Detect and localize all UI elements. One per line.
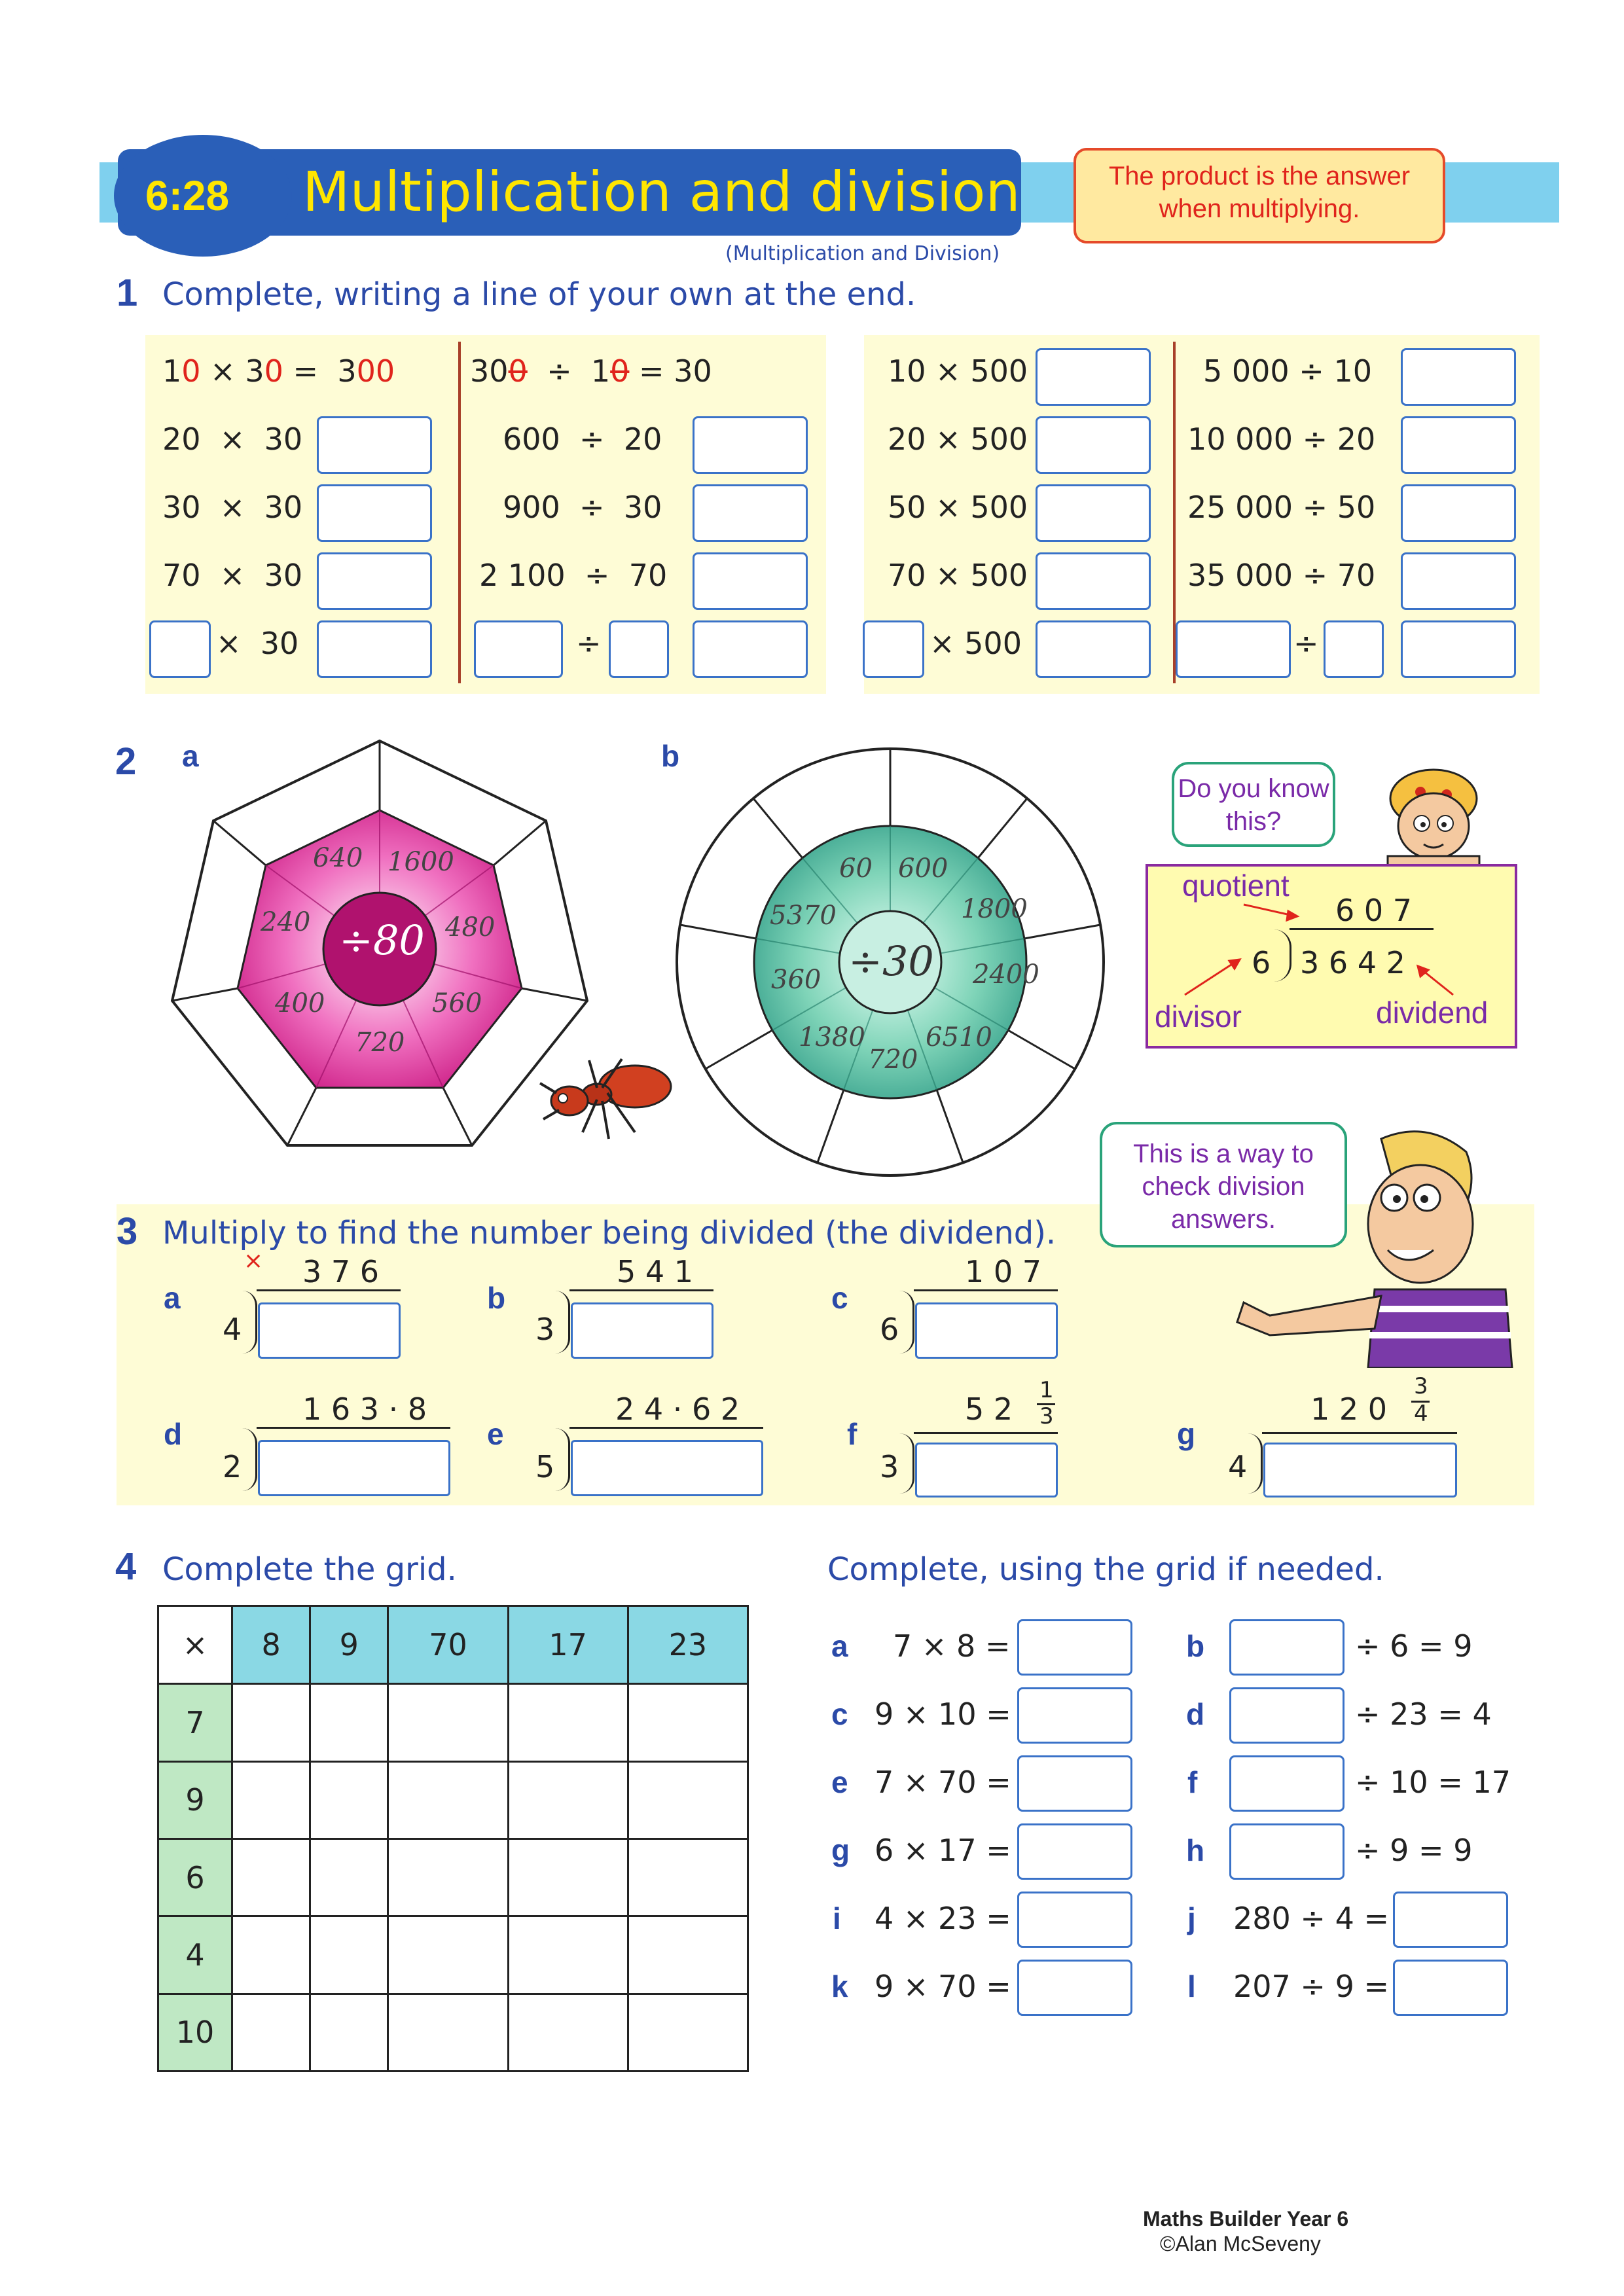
q3-b-letter: b [487, 1281, 506, 1315]
q2b-value-4: 2400 [973, 960, 1039, 990]
q3-c-letter: c [831, 1281, 848, 1315]
q2a-center: ÷80 [339, 916, 425, 964]
answer-box-4k[interactable] [1017, 1960, 1132, 2016]
grid-cell[interactable] [628, 1761, 748, 1839]
example-multiplication: 10 × 30 = 300 [162, 353, 395, 389]
q2b-value-9: 5370 [770, 901, 837, 931]
q3-g-bracket [1248, 1433, 1263, 1494]
answer-box-1a-3[interactable] [317, 484, 432, 542]
answer-box-4g[interactable] [1017, 1823, 1132, 1880]
q2b-value-8: 360 [771, 965, 821, 995]
q2a-value-2: 1600 [388, 847, 454, 877]
answer-box-1a-5[interactable] [317, 620, 432, 678]
q2a-value-5: 720 [355, 1028, 405, 1058]
grid-cell[interactable] [388, 1839, 508, 1916]
q3-c-bracket [899, 1291, 914, 1354]
grid-row-header: 7 [158, 1684, 232, 1761]
q4-k-equation: 9 × 70 = [875, 1969, 1011, 2004]
q3-b-divisor: 3 [535, 1312, 555, 1347]
dividend-value: 3 6 4 2 [1300, 945, 1405, 980]
page-title: Multiplication and division [302, 160, 1020, 224]
q1-col-c-row5: × 500 [929, 626, 1022, 661]
q3-f-bar [914, 1432, 1058, 1434]
q3-d-quotient: 1 6 3 · 8 [302, 1391, 427, 1427]
q1-col-a-row5: × 30 [216, 626, 299, 661]
q3-b-bar [569, 1289, 713, 1291]
q3-a-mark: × [244, 1247, 264, 1274]
q3-d-bracket [242, 1428, 257, 1491]
answer-box-1d-own-dividend[interactable] [1176, 620, 1291, 678]
question-4-number: 4 [115, 1545, 137, 1588]
q2-a-label: a [182, 739, 199, 773]
q1-col-b-row2: 600 ÷ 20 [503, 422, 662, 457]
answer-box-1c-own[interactable] [863, 620, 924, 678]
answer-box-3c[interactable] [915, 1302, 1058, 1359]
q1-col-c-row4: 70 × 500 [888, 558, 1028, 593]
quotient-label: quotient [1182, 869, 1290, 903]
do-you-know-bubble [1172, 762, 1335, 847]
question-2-number: 2 [115, 740, 137, 783]
q3-e-letter: e [487, 1417, 504, 1451]
q4-a-letter: a [831, 1629, 848, 1663]
q4-b-letter: b [1186, 1629, 1205, 1663]
grid-cell[interactable] [508, 1761, 628, 1839]
q1-col-d-own-sign: ÷ [1293, 626, 1319, 661]
question-1-number: 1 [117, 272, 138, 314]
answer-box-4i[interactable] [1017, 1892, 1132, 1948]
q4-j-letter: j [1187, 1901, 1196, 1935]
q3-f-fraction-den: 3 [1039, 1403, 1054, 1429]
grid-cell[interactable] [508, 1916, 628, 1994]
ant-illustration [537, 1047, 681, 1145]
answer-box-3e[interactable] [571, 1440, 763, 1496]
q1-col-a-row3: 30 × 30 [162, 490, 303, 525]
q1-col-c-row2: 20 × 500 [888, 422, 1028, 457]
divisor-label: divisor [1155, 999, 1242, 1033]
q1-col-d-row4: 35 000 ÷ 70 [1187, 558, 1376, 593]
q4-l-equation: 207 ÷ 9 = [1233, 1969, 1390, 2004]
answer-box-3g[interactable] [1263, 1443, 1457, 1498]
answer-box-4j[interactable] [1393, 1892, 1508, 1948]
answer-box-1a-own[interactable] [149, 620, 211, 678]
q2a-value-3: 480 [445, 912, 496, 942]
grid-col-header: 9 [310, 1606, 388, 1684]
pirate-kid-illustration [1362, 746, 1506, 870]
q3-g-fraction-num: 3 [1414, 1373, 1428, 1399]
answer-box-4f[interactable] [1229, 1755, 1344, 1812]
answer-box-1d-2[interactable] [1401, 416, 1516, 474]
q3-d-bar [257, 1427, 450, 1429]
q3-g-bar [1262, 1432, 1457, 1434]
q4-k-letter: k [831, 1969, 848, 2003]
q4-h-letter: h [1186, 1833, 1205, 1867]
answer-box-1b-3[interactable] [693, 484, 808, 542]
do-you-know-text: Do you know this? [1178, 774, 1329, 836]
q2a-value-4: 560 [432, 988, 482, 1018]
answer-box-3a[interactable] [258, 1302, 401, 1359]
tip-text: The product is the answer when multiplying. [1108, 162, 1411, 223]
grid-row-header: 9 [158, 1761, 232, 1839]
q4-c-letter: c [831, 1697, 848, 1731]
grid-col-header: 17 [508, 1606, 628, 1684]
question-4-instruction-2: Complete, using the grid if needed. [827, 1551, 1384, 1588]
grid-cell[interactable] [508, 1994, 628, 2071]
grid-cell[interactable] [310, 1916, 388, 1994]
grid-cell[interactable] [388, 1994, 508, 2071]
answer-box-1c-2[interactable] [1036, 416, 1151, 474]
answer-box-3f[interactable] [915, 1443, 1058, 1498]
q3-g-letter: g [1177, 1417, 1196, 1451]
grid-corner: × [158, 1606, 232, 1684]
divisor-value: 6 [1252, 945, 1271, 980]
answer-box-1a-2[interactable] [317, 416, 432, 474]
answer-box-1b-own-divisor[interactable] [609, 620, 669, 678]
multiplication-grid [157, 1605, 749, 2072]
q3-d-letter: d [164, 1417, 183, 1451]
grid-cell[interactable] [310, 1839, 388, 1916]
q3-f-bracket [899, 1433, 914, 1494]
grid-cell[interactable] [232, 1684, 310, 1761]
q2a-value-1: 640 [313, 843, 363, 873]
q3-e-divisor: 5 [535, 1449, 555, 1484]
footer-book: Maths Builder Year 6 [1143, 2207, 1349, 2231]
q2-b-label: b [661, 739, 680, 773]
answer-box-1d-3[interactable] [1401, 484, 1516, 542]
q4-d-letter: d [1186, 1697, 1205, 1731]
answer-box-1d-5[interactable] [1401, 620, 1516, 678]
q1-col-b-own-sign: ÷ [576, 626, 602, 661]
q3-g-fraction-den: 4 [1414, 1401, 1428, 1427]
grid-cell[interactable] [310, 1994, 388, 2071]
grid-cell[interactable] [388, 1916, 508, 1994]
q3-c-divisor: 6 [880, 1312, 899, 1347]
answer-box-1b-2[interactable] [693, 416, 808, 474]
answer-box-4l[interactable] [1393, 1960, 1508, 2016]
q1-divider-left [458, 342, 461, 683]
lesson-code: 6:28 [145, 172, 230, 219]
grid-cell[interactable] [310, 1684, 388, 1761]
answer-box-1c-3[interactable] [1036, 484, 1151, 542]
q3-d-divisor: 2 [223, 1449, 242, 1484]
q4-c-equation: 9 × 10 = [875, 1696, 1011, 1732]
q3-e-quotient: 2 4 · 6 2 [615, 1391, 740, 1427]
answer-box-1d-4[interactable] [1401, 552, 1516, 610]
q1-col-b-row4: 2 100 ÷ 70 [479, 558, 668, 593]
q4-d-equation: ÷ 23 = 4 [1355, 1696, 1492, 1732]
q2b-value-6: 720 [868, 1045, 918, 1075]
check-division-text: This is a way to check division answers. [1133, 1139, 1314, 1234]
answer-box-1b-own-dividend[interactable] [474, 620, 563, 678]
quotient-value: 6 0 7 [1335, 893, 1413, 928]
answer-box-1c-5[interactable] [1036, 620, 1151, 678]
question-4-instruction: Complete the grid. [162, 1551, 457, 1588]
q2a-value-6: 400 [275, 988, 325, 1018]
answer-box-4h[interactable] [1229, 1823, 1344, 1880]
answer-box-4a[interactable] [1017, 1619, 1132, 1676]
q4-l-letter: l [1187, 1969, 1196, 2003]
answer-box-1a-4[interactable] [317, 552, 432, 610]
q3-a-bar [257, 1289, 401, 1291]
q4-i-letter: i [833, 1901, 841, 1935]
q2b-center: ÷30 [848, 937, 934, 985]
grid-row-header: 4 [158, 1916, 232, 1994]
grid-cell[interactable] [232, 1761, 310, 1839]
q3-a-quotient: 3 7 6 [302, 1254, 380, 1289]
q4-e-equation: 7 × 70 = [875, 1765, 1011, 1800]
q2b-value-3: 1800 [961, 894, 1028, 924]
q3-c-bar [914, 1289, 1058, 1291]
q2b-value-7: 1380 [799, 1022, 865, 1052]
answer-box-1c-4[interactable] [1036, 552, 1151, 610]
q4-i-equation: 4 × 23 = [875, 1901, 1011, 1936]
q2b-value-1: 60 [839, 853, 873, 884]
q4-j-equation: 280 ÷ 4 = [1233, 1901, 1390, 1936]
q4-h-equation: ÷ 9 = 9 [1355, 1833, 1473, 1868]
answer-box-1b-4[interactable] [693, 552, 808, 610]
q3-e-bar [569, 1427, 763, 1429]
grid-row-header: 6 [158, 1839, 232, 1916]
answer-box-1b-5[interactable] [693, 620, 808, 678]
grid-cell[interactable] [388, 1684, 508, 1761]
diagram-arrows [1146, 864, 1517, 1049]
grid-cell[interactable] [508, 1839, 628, 1916]
page-subtitle: (Multiplication and Division) [725, 242, 1000, 265]
footer-copyright: ©Alan McSeveny [1160, 2232, 1321, 2255]
q1-col-c-row1: 10 × 500 [888, 353, 1028, 389]
pointing-boy-illustration [1231, 1126, 1519, 1368]
dividend-label: dividend [1376, 996, 1489, 1030]
grid-cell[interactable] [232, 1994, 310, 2071]
answer-box-3b[interactable] [571, 1302, 713, 1359]
grid-cell[interactable] [310, 1761, 388, 1839]
q1-col-c-row3: 50 × 500 [888, 490, 1028, 525]
q2b-value-2: 600 [898, 853, 948, 884]
answer-box-1d-1[interactable] [1401, 348, 1516, 406]
grid-cell[interactable] [232, 1839, 310, 1916]
answer-box-4c[interactable] [1017, 1687, 1132, 1744]
q3-f-letter: f [847, 1417, 857, 1451]
q4-f-equation: ÷ 10 = 17 [1355, 1765, 1511, 1800]
grid-cell[interactable] [628, 1994, 748, 2071]
q3-g-divisor: 4 [1228, 1449, 1248, 1484]
grid-row-header: 10 [158, 1994, 232, 2071]
q3-f-quotient: 5 2 [965, 1391, 1013, 1427]
grid-col-header: 70 [388, 1606, 508, 1684]
q3-f-fraction-num: 1 [1039, 1377, 1054, 1403]
grid-cell[interactable] [508, 1684, 628, 1761]
question-1-instruction: Complete, writing a line of your own at the end. [162, 276, 916, 313]
q1-col-d-row1: 5 000 ÷ 10 [1203, 353, 1373, 389]
q4-g-letter: g [831, 1833, 850, 1867]
grid-cell[interactable] [628, 1839, 748, 1916]
q3-b-quotient: 5 4 1 [617, 1254, 694, 1289]
answer-box-4d[interactable] [1229, 1687, 1344, 1744]
grid-cell[interactable] [388, 1761, 508, 1839]
q2b-value-5: 6510 [926, 1022, 992, 1052]
q3-f-divisor: 3 [880, 1449, 899, 1484]
example-division: 300 ÷ 10 = 30 [470, 353, 712, 389]
q4-e-letter: e [831, 1765, 848, 1799]
question-3-instruction: Multiply to find the number being divided (the dividend). [162, 1215, 1056, 1251]
q3-b-bracket [555, 1291, 570, 1354]
grid-cell[interactable] [628, 1916, 748, 1994]
q1-col-a-row2: 20 × 30 [162, 422, 303, 457]
q3-g-quotient: 1 2 0 [1310, 1391, 1388, 1427]
grid-col-header: 8 [232, 1606, 310, 1684]
q1-col-a-row4: 70 × 30 [162, 558, 303, 593]
answer-box-4e[interactable] [1017, 1755, 1132, 1812]
q4-g-equation: 6 × 17 = [875, 1833, 1011, 1868]
q4-b-equation: ÷ 6 = 9 [1355, 1628, 1473, 1664]
grid-cell[interactable] [628, 1684, 748, 1761]
q3-c-quotient: 1 0 7 [965, 1254, 1042, 1289]
q4-a-equation: 7 × 8 = [893, 1628, 1011, 1664]
answer-box-4b[interactable] [1229, 1619, 1344, 1676]
question-3-number: 3 [117, 1210, 138, 1253]
q2a-value-7: 240 [261, 907, 311, 937]
q3-a-bracket [242, 1291, 257, 1354]
q3-a-letter: a [164, 1281, 181, 1315]
q1-col-d-row3: 25 000 ÷ 50 [1187, 490, 1376, 525]
answer-box-3d[interactable] [258, 1440, 450, 1496]
answer-box-1d-own-divisor[interactable] [1324, 620, 1384, 678]
q1-col-b-row3: 900 ÷ 30 [503, 490, 662, 525]
q3-a-divisor: 4 [223, 1312, 242, 1347]
grid-col-header: 23 [628, 1606, 748, 1684]
q4-f-letter: f [1187, 1765, 1198, 1799]
answer-box-1c-1[interactable] [1036, 348, 1151, 406]
q1-col-d-row2: 10 000 ÷ 20 [1187, 422, 1376, 457]
grid-cell[interactable] [232, 1916, 310, 1994]
q3-e-bracket [555, 1428, 570, 1491]
